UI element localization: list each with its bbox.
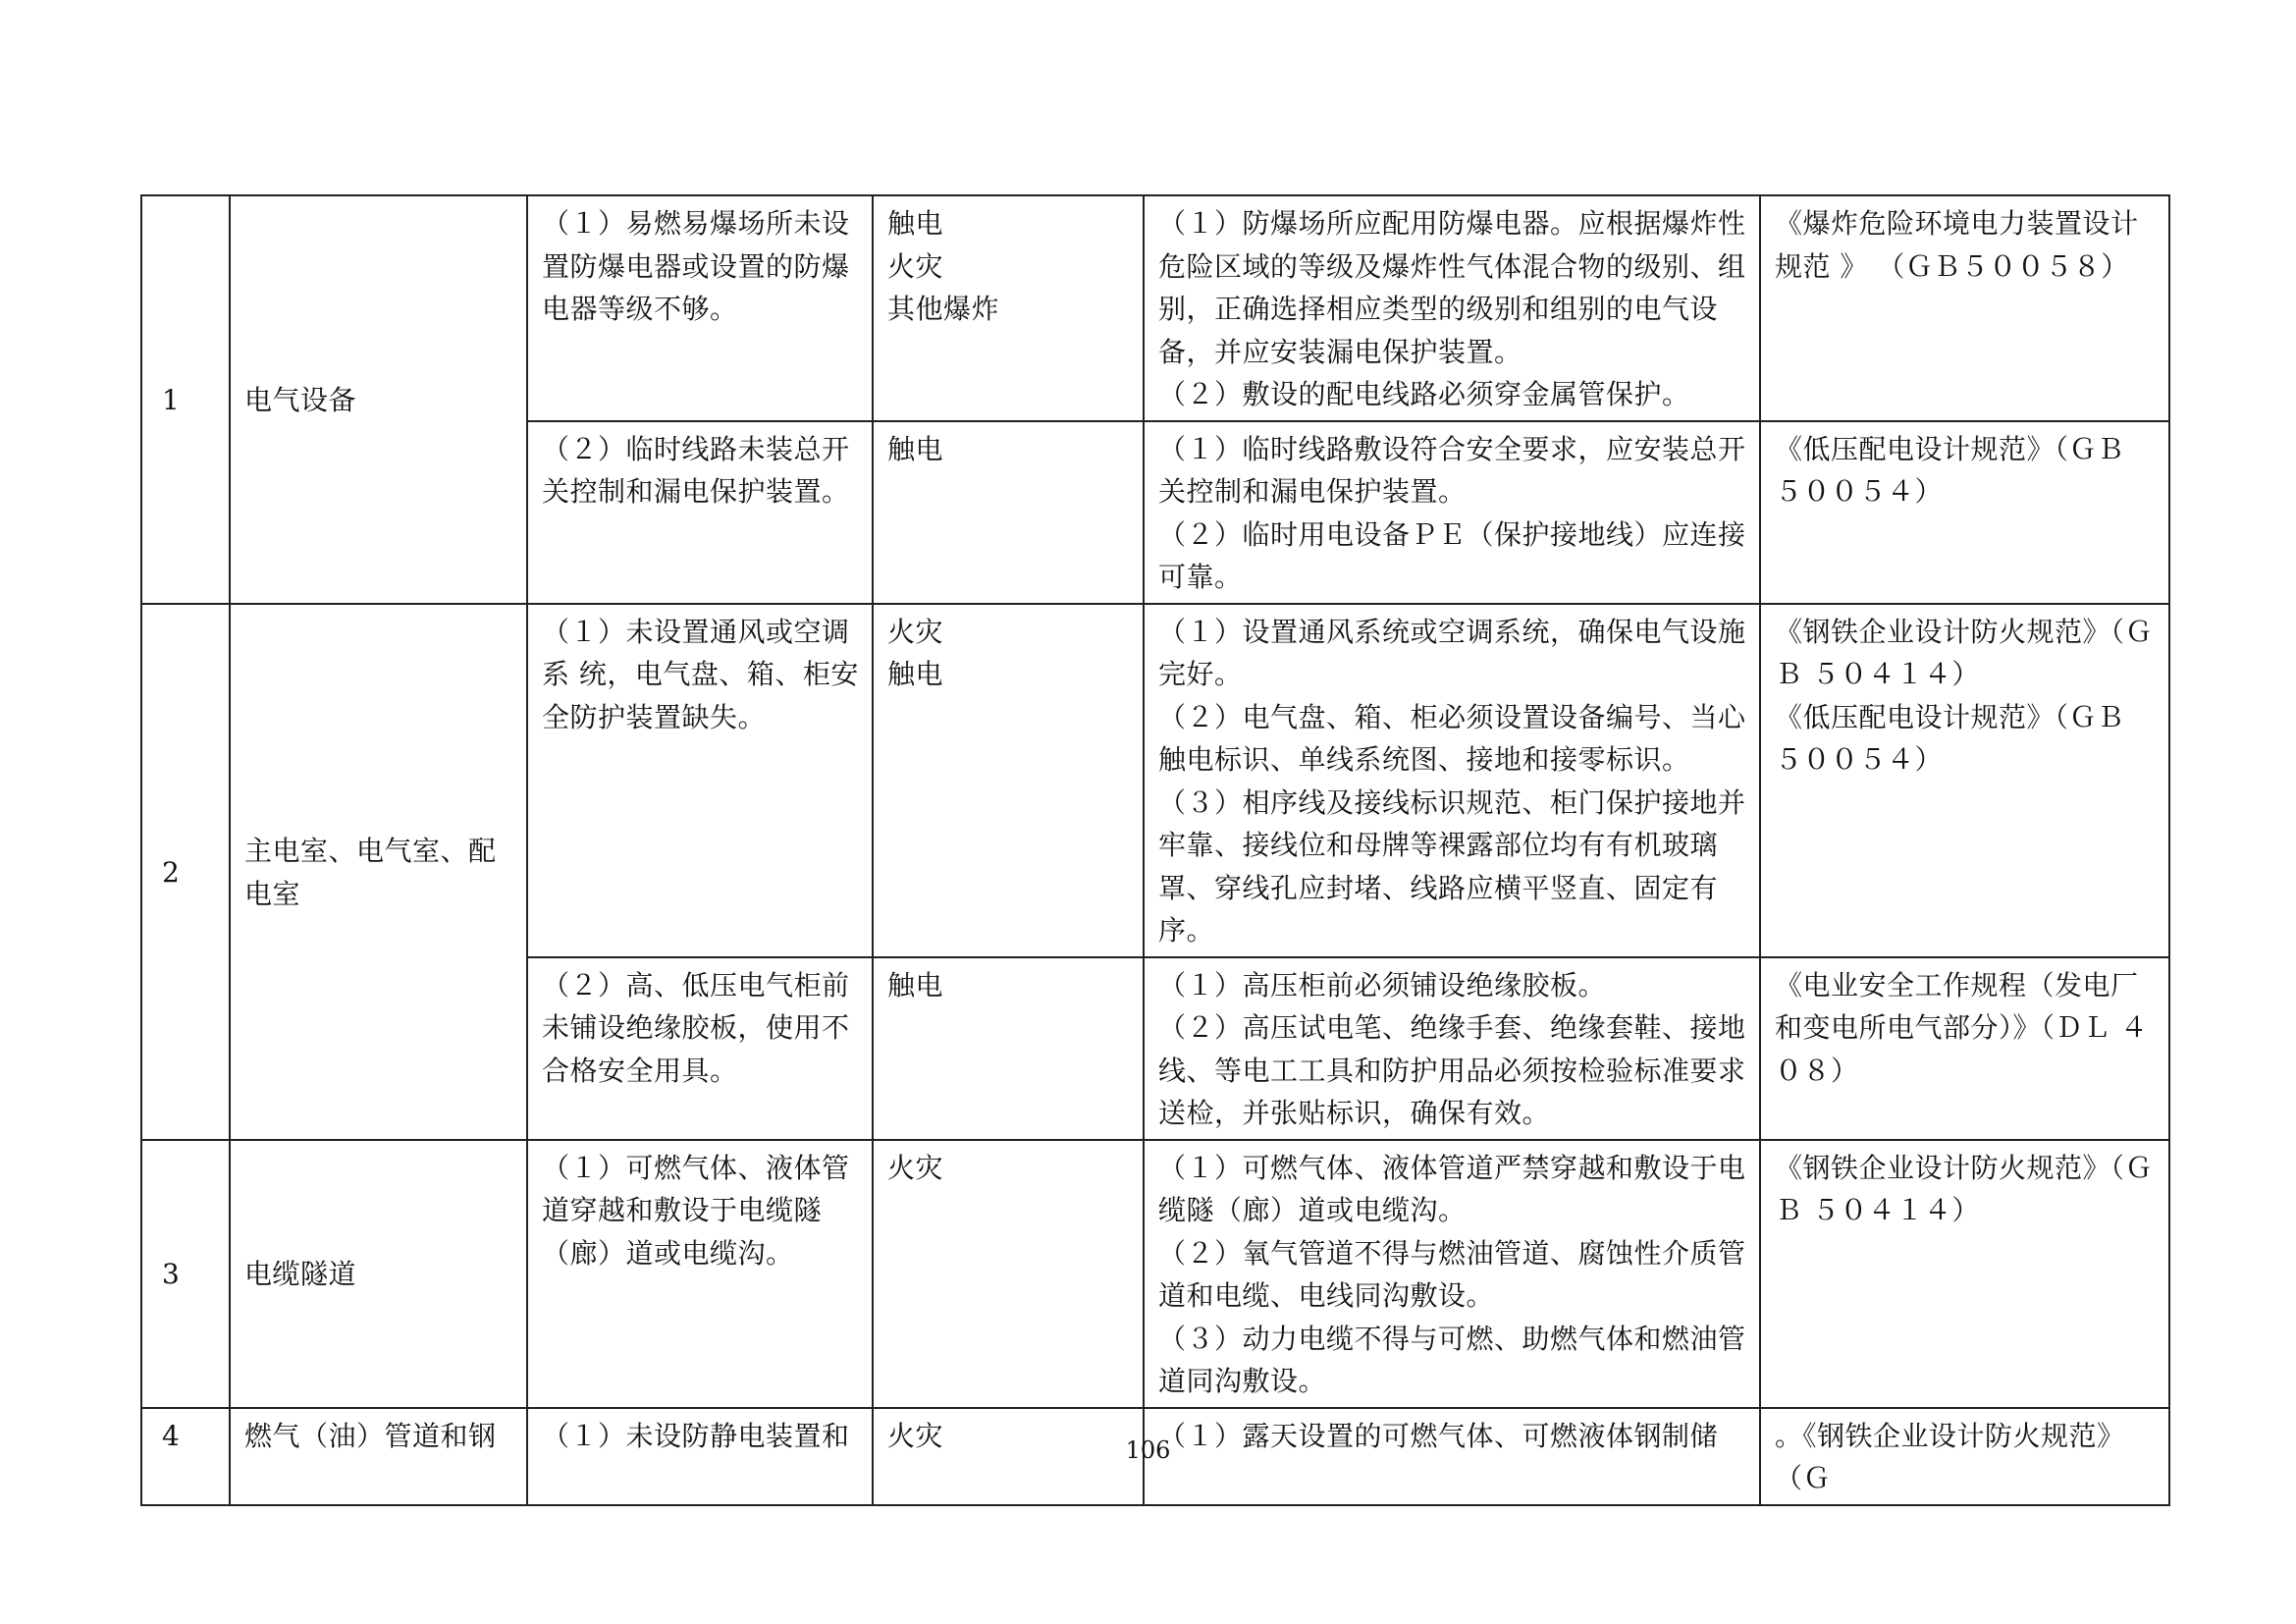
standard-item: 。《钢铁企业设计防火规范》（Ｇ bbox=[1775, 1419, 2125, 1494]
row-category: 电气设备 bbox=[230, 195, 527, 604]
standard-cell bbox=[1760, 421, 2169, 604]
measure-item: （２）电气盘、箱、柜必须设置设备编号、当心触电标识、单线系统图、接地和接零标识。 bbox=[1158, 700, 1746, 776]
hazard-type: 触电 bbox=[887, 968, 944, 1001]
hazard-type: 触电 bbox=[887, 658, 944, 690]
hazard-type: 其他爆炸 bbox=[887, 293, 1000, 325]
measure-item: （２）氧气管道不得与燃油管道、腐蚀性介质管道和电缆、电线同沟敷设。 bbox=[1158, 1236, 1746, 1312]
hazard-cell bbox=[873, 195, 1144, 421]
standard-item: 《低压配电设计规范》（ＧＢ ５００５４） bbox=[1775, 432, 2125, 508]
hazard-cell bbox=[873, 604, 1144, 957]
standard-item: 《钢铁企业设计防火规范》（ＧＢ ５０４１４） bbox=[1775, 1151, 2154, 1226]
measure-cell bbox=[1144, 604, 1760, 957]
hazard-type: 火灾 bbox=[887, 1151, 944, 1184]
row-number: 3 bbox=[141, 1140, 230, 1408]
hazard-cell bbox=[873, 1140, 1144, 1408]
measure-item: （３）动力电缆不得与可燃、助燃气体和燃油管道同沟敷设。 bbox=[1158, 1322, 1746, 1397]
row-category: 燃气（油）管道和钢 bbox=[230, 1408, 527, 1505]
hazard-type: 火灾 bbox=[887, 1419, 944, 1452]
row-category: 主电室、电气室、配电室 bbox=[230, 604, 527, 1140]
measure-cell bbox=[1144, 421, 1760, 604]
table-row bbox=[141, 1140, 2169, 1408]
standard-item: 《电业安全工作规程（发电厂和变电所电气部分）》（ＤＬ ４０８） bbox=[1775, 968, 2149, 1087]
hazard-type: 触电 bbox=[887, 432, 944, 465]
standard-cell bbox=[1760, 604, 2169, 957]
row-category: 电缆隧道 bbox=[230, 1140, 527, 1408]
standard-item: 《钢铁企业设计防火规范》（ＧＢ ５０４１４） bbox=[1775, 615, 2154, 690]
standard-cell bbox=[1760, 957, 2169, 1140]
standard-cell bbox=[1760, 195, 2169, 421]
measure-item: （２）临时用电设备ＰＥ（保护接地线）应连接可靠。 bbox=[1158, 517, 1746, 593]
problem-cell: （１）未设置通风或空调系 统，电气盘、箱、柜安全防护装置缺失。 bbox=[527, 604, 873, 957]
row-number: 2 bbox=[141, 604, 230, 1140]
hazard-type: 火灾 bbox=[887, 615, 944, 648]
measure-item: （１）露天设置的可燃气体、可燃液体钢制储 bbox=[1158, 1419, 1719, 1452]
problem-cell: （１）易燃易爆场所未设置防爆电器或设置的防爆电器等级不够。 bbox=[527, 195, 873, 421]
measure-item: （１）高压柜前必须铺设绝缘胶板。 bbox=[1158, 968, 1607, 1001]
table-row bbox=[141, 195, 2169, 421]
hazard-cell bbox=[873, 957, 1144, 1140]
standard-item: 《爆炸危险环境电力装置设计规范 》 （ＧＢ５００５８） bbox=[1775, 207, 2139, 283]
problem-cell: （２）临时线路未装总开关控制和漏电保护装置。 bbox=[527, 421, 873, 604]
row-number: 1 bbox=[141, 195, 230, 604]
problem-cell: （１）可燃气体、液体管道穿越和敷设于电缆隧（廊）道或电缆沟。 bbox=[527, 1140, 873, 1408]
page-number: 106 bbox=[1125, 1436, 1171, 1464]
hazard-cell bbox=[873, 421, 1144, 604]
measure-item: （２）高压试电笔、绝缘手套、绝缘套鞋、接地线、等电工工具和防护用品必须按检验标准要求送检，并张贴标识，确保有效。 bbox=[1158, 1011, 1746, 1129]
measure-item: （１）临时线路敷设符合安全要求，应安装总开关控制和漏电保护装置。 bbox=[1158, 432, 1746, 508]
problem-cell: （２）高、低压电气柜前未铺设绝缘胶板，使用不合格安全用具。 bbox=[527, 957, 873, 1140]
row-number: 4 bbox=[141, 1408, 230, 1505]
hazard-type: 触电 bbox=[887, 207, 944, 240]
measure-cell bbox=[1144, 1140, 1760, 1408]
measure-cell bbox=[1144, 195, 1760, 421]
standard-item: 《低压配电设计规范》（ＧＢ ５００５４） bbox=[1775, 700, 2125, 776]
problem-cell: （１）未设防静电装置和 bbox=[527, 1408, 873, 1505]
hazard-type: 火灾 bbox=[887, 249, 944, 283]
measure-item: （１）防爆场所应配用防爆电器。应根据爆炸性危险区域的等级及爆炸性气体混合物的级别、组别，正确选择相应类型的级别和组别的电气设备，并应安装漏电保护装置。 bbox=[1158, 207, 1746, 368]
measure-item: （１）设置通风系统或空调系统，确保电气设施完好。 bbox=[1158, 615, 1746, 690]
table-row bbox=[141, 604, 2169, 957]
measure-item: （３）相序线及接线标识规范、柜门保护接地并牢靠、接线位和母牌等裸露部位均有有机玻璃罩、穿线孔应封堵、线路应横平竖直、固定有序。 bbox=[1158, 785, 1746, 947]
measure-item: （２）敷设的配电线路必须穿金属管保护。 bbox=[1158, 378, 1690, 410]
measure-cell bbox=[1144, 957, 1760, 1140]
standard-cell bbox=[1760, 1140, 2169, 1408]
measure-item: （１）可燃气体、液体管道严禁穿越和敷设于电缆隧（廊）道或电缆沟。 bbox=[1158, 1151, 1746, 1226]
hazard-table bbox=[140, 194, 2170, 1506]
